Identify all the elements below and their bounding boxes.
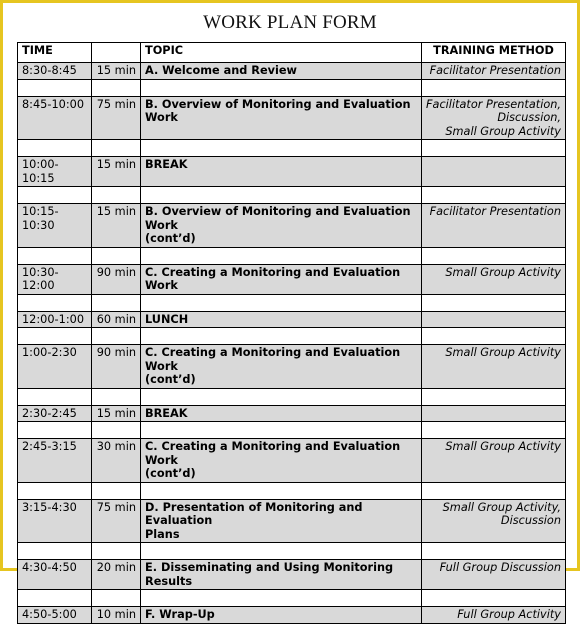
method-line: Facilitator Presentation [429, 205, 561, 218]
duration-cell: 10 min [92, 607, 141, 624]
spacer-cell [92, 543, 141, 560]
topic-line: F. Wrap-Up [145, 608, 215, 621]
time-cell: 10:30-12:00 [18, 264, 92, 294]
time-cell: 4:30-4:50 [18, 560, 92, 590]
spacer-cell [141, 422, 422, 439]
spacer-cell [141, 187, 422, 204]
table-row [18, 311, 566, 328]
spacer-cell [18, 187, 92, 204]
spacer-cell [92, 247, 141, 264]
method-line: Small Group Activity [445, 265, 561, 279]
duration-cell: 75 min [92, 96, 141, 140]
spacer-cell [18, 422, 92, 439]
topic-line: Plans [145, 527, 180, 541]
topic-cell [141, 560, 422, 590]
table-row [18, 607, 566, 624]
training-method-cell [422, 345, 566, 389]
spacer-cell [422, 247, 566, 264]
spacer-cell [92, 422, 141, 439]
time-cell: 3:15-4:30 [18, 499, 92, 543]
training-method-cell [422, 405, 566, 422]
table-body [18, 63, 566, 624]
table-row [18, 439, 566, 483]
training-method-cell [422, 607, 566, 624]
spacer-cell [92, 482, 141, 499]
topic-line: BREAK [145, 158, 188, 171]
topic-line: C. Creating a Monitoring and Evaluation Work [145, 265, 401, 292]
spacer-cell [141, 247, 422, 264]
spacer-cell [18, 140, 92, 157]
spacer-cell [92, 590, 141, 607]
header-duration [92, 43, 141, 63]
training-method-cell [422, 311, 566, 328]
spacer-cell [92, 328, 141, 345]
method-line: Small Group Activity [445, 346, 561, 359]
spacer-cell [141, 590, 422, 607]
table-row [18, 499, 566, 543]
topic-line: (cont’d) [145, 373, 196, 386]
spacer-cell [422, 422, 566, 439]
time-cell: 2:30-2:45 [18, 405, 92, 422]
topic-line: Results [145, 574, 193, 588]
header-row [18, 43, 566, 63]
topic-line: B. Overview of Monitoring and Evaluation Work [145, 97, 411, 124]
spacer-row [18, 140, 566, 157]
method-line: Small Group Activity, [442, 500, 561, 514]
spacer-row [18, 247, 566, 264]
duration-cell: 20 min [92, 560, 141, 590]
spacer-cell [18, 294, 92, 311]
method-line: Full Group Activity [457, 608, 561, 621]
table-row [18, 96, 566, 140]
spacer-cell [422, 388, 566, 405]
training-method-cell [422, 157, 566, 187]
duration-cell: 15 min [92, 157, 141, 187]
spacer-cell [422, 294, 566, 311]
topic-line: LUNCH [145, 312, 189, 326]
topic-cell [141, 311, 422, 328]
topic-cell [141, 96, 422, 140]
spacer-cell [141, 140, 422, 157]
topic-cell [141, 157, 422, 187]
topic-line: D. Presentation of Monitoring and Evaluation [145, 500, 363, 527]
topic-cell [141, 607, 422, 624]
table-row [18, 63, 566, 80]
training-method-cell [422, 264, 566, 294]
training-method-cell [422, 96, 566, 140]
training-method-cell [422, 63, 566, 80]
time-cell: 1:00-2:30 [18, 345, 92, 389]
spacer-cell [92, 187, 141, 204]
time-cell: 10:00-10:15 [18, 157, 92, 187]
duration-cell: 90 min [92, 345, 141, 389]
table-row [18, 345, 566, 389]
topic-line: (cont’d) [145, 232, 196, 245]
spacer-row [18, 482, 566, 499]
time-cell: 4:50-5:00 [18, 607, 92, 624]
spacer-cell [422, 79, 566, 96]
spacer-cell [18, 482, 92, 499]
spacer-cell [92, 388, 141, 405]
topic-cell [141, 204, 422, 248]
training-method-cell [422, 439, 566, 483]
spacer-cell [422, 328, 566, 345]
table-row [18, 264, 566, 294]
table-row [18, 405, 566, 422]
spacer-cell [422, 543, 566, 560]
duration-cell: 30 min [92, 439, 141, 483]
method-line: Small Group Activity [445, 124, 561, 138]
topic-cell [141, 63, 422, 80]
topic-line: A. Welcome and Review [145, 64, 297, 77]
spacer-cell [18, 328, 92, 345]
spacer-cell [141, 482, 422, 499]
time-cell: 10:15-10:30 [18, 204, 92, 248]
duration-cell: 15 min [92, 204, 141, 248]
topic-cell [141, 345, 422, 389]
method-line: Discussion, [497, 111, 561, 124]
method-line: Discussion [500, 514, 561, 527]
topic-line: (cont’d) [145, 467, 196, 480]
header-training-method: TRAINING METHOD [422, 43, 566, 63]
spacer-cell [18, 543, 92, 560]
topic-line: C. Creating a Monitoring and Evaluation Work [145, 440, 401, 467]
spacer-row [18, 79, 566, 96]
topic-cell [141, 264, 422, 294]
spacer-row [18, 187, 566, 204]
spacer-row [18, 328, 566, 345]
topic-line: E. Disseminating and Using Monitoring [145, 561, 394, 574]
method-line: Facilitator Presentation [429, 64, 561, 77]
header-topic: TOPIC [141, 43, 422, 63]
topic-line: B. Overview of Monitoring and Evaluation Work [145, 205, 411, 232]
spacer-row [18, 543, 566, 560]
topic-cell [141, 499, 422, 543]
spacer-row [18, 294, 566, 311]
time-cell: 8:45-10:00 [18, 96, 92, 140]
spacer-cell [141, 328, 422, 345]
spacer-cell [422, 140, 566, 157]
time-cell: 12:00-1:00 [18, 311, 92, 328]
method-line: Small Group Activity [445, 440, 561, 453]
form-title: WORK PLAN FORM [203, 12, 377, 33]
spacer-row [18, 590, 566, 607]
training-method-cell [422, 560, 566, 590]
topic-line: C. Creating a Monitoring and Evaluation Work [145, 346, 401, 373]
duration-cell: 60 min [92, 311, 141, 328]
time-cell: 8:30-8:45 [18, 63, 92, 80]
spacer-cell [141, 294, 422, 311]
training-method-cell [422, 204, 566, 248]
spacer-cell [18, 590, 92, 607]
spacer-cell [18, 388, 92, 405]
header-time: TIME [18, 43, 92, 63]
spacer-cell [18, 79, 92, 96]
time-cell: 2:45-3:15 [18, 439, 92, 483]
duration-cell: 90 min [92, 264, 141, 294]
method-line: Facilitator Presentation, [426, 97, 561, 111]
spacer-cell [18, 247, 92, 264]
spacer-cell [92, 294, 141, 311]
method-line: Full Group Discussion [439, 561, 561, 574]
spacer-cell [422, 187, 566, 204]
spacer-cell [141, 388, 422, 405]
topic-cell [141, 405, 422, 422]
spacer-cell [92, 79, 141, 96]
work-plan-table [17, 42, 566, 624]
topic-cell [141, 439, 422, 483]
table-row [18, 157, 566, 187]
spacer-cell [92, 140, 141, 157]
duration-cell: 15 min [92, 405, 141, 422]
table-row [18, 204, 566, 248]
spacer-cell [141, 79, 422, 96]
topic-line: BREAK [145, 406, 188, 420]
duration-cell: 75 min [92, 499, 141, 543]
spacer-cell [422, 482, 566, 499]
spacer-cell [141, 543, 422, 560]
table-row [18, 560, 566, 590]
training-method-cell [422, 499, 566, 543]
spacer-cell [422, 590, 566, 607]
duration-cell: 15 min [92, 63, 141, 80]
spacer-row [18, 422, 566, 439]
spacer-row [18, 388, 566, 405]
